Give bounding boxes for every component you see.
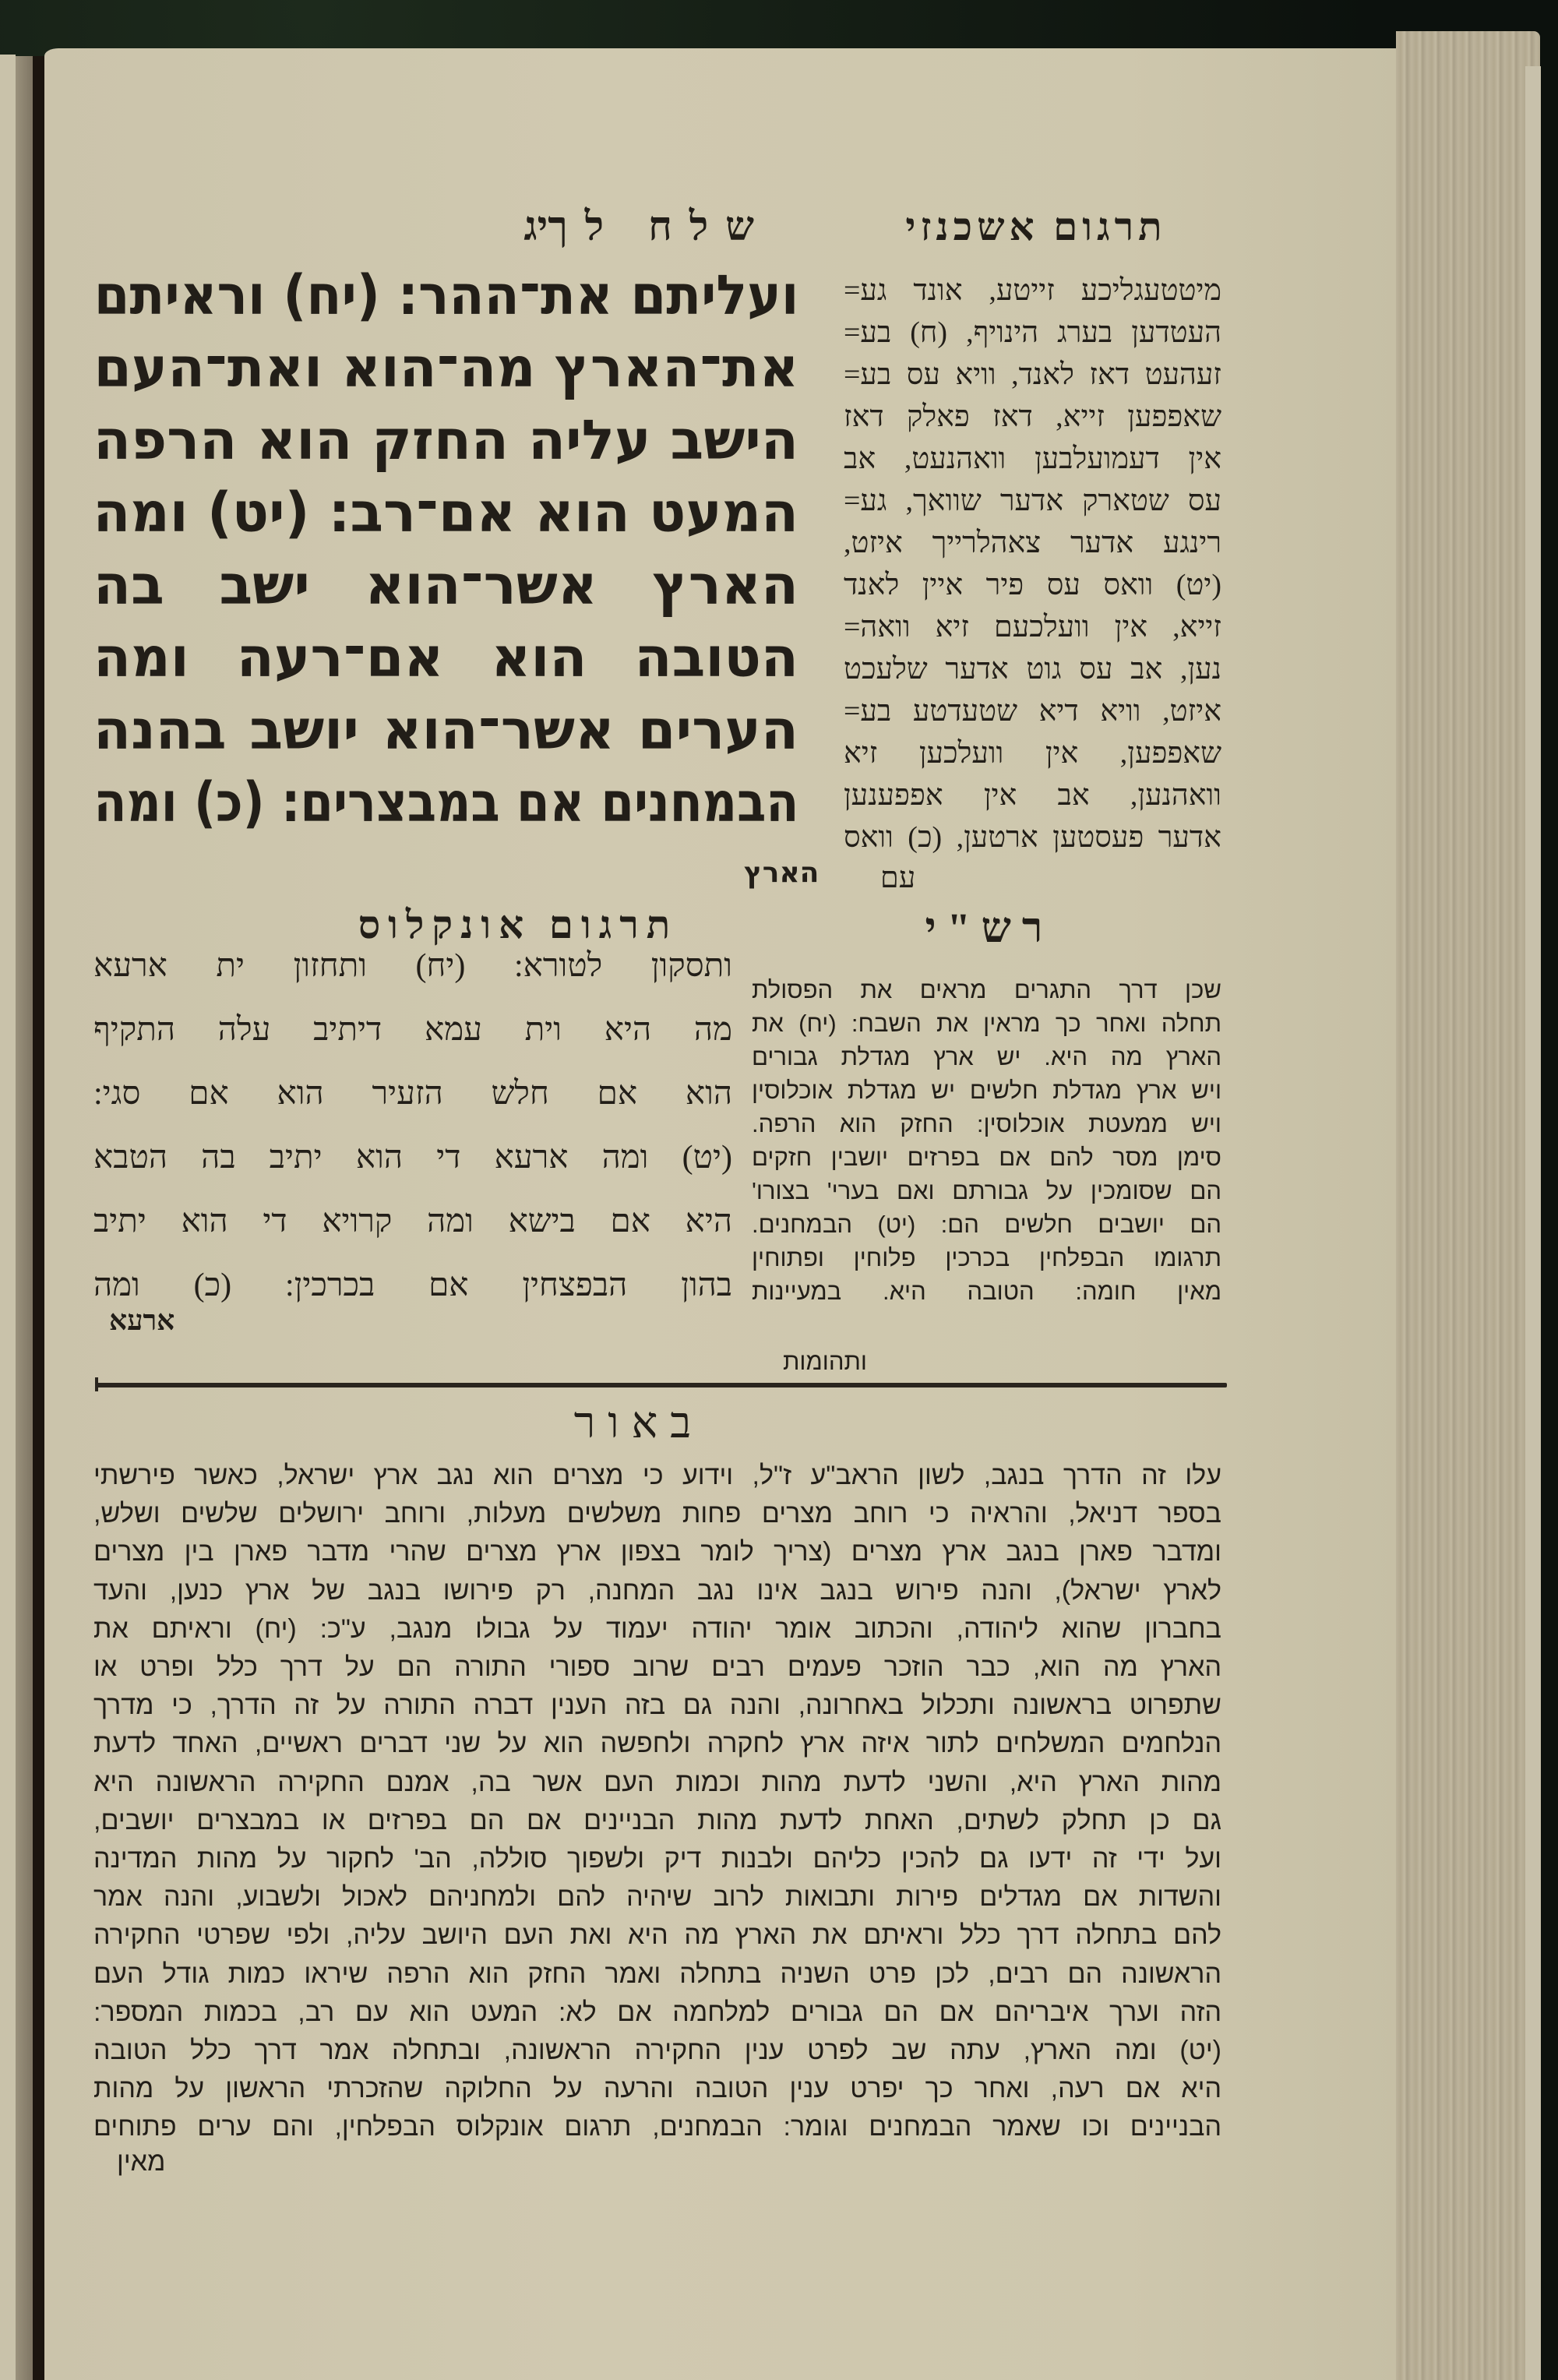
- verse-catchword: הארץ: [744, 857, 820, 889]
- rashi-line: [752, 1275, 1221, 1308]
- line-text: את־הארץ מה־הוא ואת־העם: [93, 336, 798, 400]
- line-text: ויש ארץ מגדלת חלשים יש מגדלת אוכלוסין: [752, 1077, 1221, 1104]
- line-text: סימן מסר להם אם בפרזים יושבין חזקים: [752, 1144, 1221, 1171]
- book-outer-edge: [1525, 66, 1541, 2380]
- line-text: לארץ ישראל), והנה פירוש בנגב אינו נגב המחנה, רק פירושו בנגב של ארץ כנען, והעד: [93, 1575, 1221, 1606]
- line-text: רינגע אדער צאהלרייך איזט,: [844, 527, 1221, 559]
- targum-ashkenazi-line: [844, 816, 1221, 859]
- rashi-line: [752, 1107, 1221, 1141]
- torah-verse-column: [93, 259, 798, 839]
- line-text: ועליתם את־ההר: (יח) וראיתם: [93, 263, 798, 327]
- biur-commentary: [93, 1457, 1221, 2147]
- line-text: מאין חומה: הטובה היא. במעיינות: [752, 1278, 1221, 1305]
- verse-line: [93, 259, 798, 332]
- line-text: שאפפען, אין וועלכען זיא: [844, 737, 1221, 770]
- verse-line: [93, 477, 798, 549]
- targum-onkelos-line: [93, 1253, 732, 1317]
- rashi-line: [752, 1141, 1221, 1174]
- line-text: הוא אם חלש הזעיר הוא אם סגי:: [93, 1076, 732, 1112]
- verse-line: [93, 404, 798, 477]
- line-text: היא אם בישא ומה קרויא די הוא יתיב: [93, 1204, 732, 1239]
- section-divider-rule: [95, 1383, 1227, 1387]
- biur-line: [93, 1878, 1221, 1916]
- verse-line: [93, 767, 798, 839]
- line-text: הבמחנים אם במבצרים: (כ) ומה: [93, 770, 798, 834]
- targum-ashkenazi-line: [844, 606, 1221, 648]
- targum-ashkenazi-line: [844, 564, 1221, 606]
- line-text: בספר דניאל, והראיה כי רוחב מצרים פחות משלשים מעלות, ורוחב ירושלים שלשים ושלש,: [93, 1499, 1221, 1529]
- biur-line: [93, 2070, 1221, 2108]
- biur-line: [93, 1916, 1221, 1955]
- verse-line: [93, 332, 798, 404]
- line-text: זעהעט דאז לאנד, וויא עס בע=: [844, 358, 1221, 391]
- gutter-shadow: [33, 56, 44, 2380]
- verse-line: [93, 622, 798, 694]
- line-text: אדער פעסטען ארטען, (כ) וואס: [844, 821, 1221, 854]
- rashi-column: [752, 973, 1221, 1308]
- targum-onkelos-line: [93, 1062, 732, 1126]
- line-text: בהון הבפצחין אם בכרכין: (כ) ומה: [93, 1268, 732, 1303]
- targum-ashkenazi-line: [844, 312, 1221, 354]
- rashi-title: רש"י: [925, 904, 1054, 951]
- line-text: מיטטעגליכע זייטע, אונד גע=: [844, 274, 1221, 307]
- line-text: תרגומו הבפלחין בכרכין פלוחין ופתוחין: [752, 1244, 1221, 1271]
- targum-ashkenazi-column: [844, 270, 1221, 859]
- line-text: הישב עליה החזק הוא הרפה: [93, 408, 798, 472]
- line-text: הזה וערך איבריהם אם הם גבורים למלחמה אם לא: המעט הוא עם רב, בכמות המספר:: [93, 1997, 1221, 2027]
- rashi-line: [752, 1174, 1221, 1208]
- targum-ashkenazi-line: [844, 396, 1221, 438]
- targum-ashkenazi-line: [844, 522, 1221, 564]
- line-text: מהות הארץ היא, והשני לדעת מהות וכמות העם אשר בה, אמנם החקירה הראשונה היא: [93, 1767, 1221, 1797]
- line-text: הם יושבים חלשים הם: (יט) הבמחנים.: [752, 1211, 1221, 1238]
- line-text: היא אם רעה, ואחר כך יפרט ענין הטובה והרעה על החלוקה שהזכרתי הראשון על מהות: [93, 2074, 1221, 2104]
- rashi-catchword: ותהומות: [783, 1348, 867, 1375]
- biur-line: [93, 1533, 1221, 1571]
- biur-line: [93, 1610, 1221, 1648]
- book-page-edges: [1396, 31, 1540, 2380]
- line-text: הם שסומכין על גבורתם ואם בערי' בצורו': [752, 1177, 1221, 1204]
- targum-ashkenazi-line: [844, 270, 1221, 312]
- line-text: העטדען בערג הינויף, (ח) בע=: [844, 316, 1221, 349]
- rashi-line: [752, 1007, 1221, 1040]
- targum-ashkenazi-line: [844, 690, 1221, 732]
- rashi-line: [752, 1241, 1221, 1275]
- targum-ashkenazi-title: תרגום אשכנזי: [905, 205, 1167, 249]
- line-text: (יט) ומה ארעא די הוא יתיב בה הטבא: [93, 1140, 732, 1176]
- biur-line: [93, 1955, 1221, 1994]
- rashi-line: [752, 1074, 1221, 1107]
- running-head: [523, 204, 771, 250]
- rashi-line: [752, 1040, 1221, 1074]
- line-text: בחברון שהוא ליהודה, והכתוב אומר יהודה יעמוד על גבולו מנגב, ע"כ: (יח) וראיתם את: [93, 1613, 1221, 1644]
- verse-line: [93, 694, 798, 767]
- biur-line: [93, 2108, 1221, 2146]
- line-text: נען, אב עס גוט אדער שלעכט: [844, 653, 1221, 686]
- biur-title: באור: [573, 1399, 704, 1447]
- line-text: הטובה הוא אם־רעה ומה: [93, 626, 798, 689]
- line-text: (יט) וואס עס פיר איין לאנד: [844, 569, 1221, 601]
- line-text: ומדבר פארן בנגב ארץ מצרים (צריך לומר בצפון ארץ מצרים שהרי מדבר פארן בין מצרים: [93, 1537, 1221, 1567]
- targum-ashkenazi-line: [844, 732, 1221, 774]
- line-text: ועל ידי זה ידעו גם להכין כליהם ולבנות דיק ולשפוך סוללה, הב' לחקור על מהות המדינה: [93, 1844, 1221, 1874]
- rashi-line: [752, 1208, 1221, 1241]
- line-text: המעט הוא אם־רב: (יט) ומה: [93, 481, 798, 545]
- biur-line: [93, 2032, 1221, 2070]
- biur-line: [93, 1764, 1221, 1802]
- line-text: שתפרוט בראשונה ותכלול באחרונה, והנה גם בזה הענין דברה התורה על זה הדרך, כי מדרך: [93, 1691, 1221, 1721]
- targum-onkelos-line: [93, 998, 732, 1062]
- biur-line: [93, 1648, 1221, 1687]
- line-text: והשדות אם מגדלים פירות ותבואות לרוב שיהיה להם ולמחניהם לאכול ולשבוע, והנה אמר: [93, 1882, 1221, 1913]
- page-number: יג: [523, 205, 548, 249]
- line-text: אין דעמועלבען וואהנעט, אב: [844, 443, 1221, 475]
- biur-line: [93, 1994, 1221, 2032]
- biur-line: [93, 1457, 1221, 1495]
- parasha-name: שלח לך: [548, 205, 771, 249]
- line-text: להם בתחלה דרך כלל וראיתם את הארץ מה היא ואת העם היושב עליה, ולפי שפרטי החקירה: [93, 1920, 1221, 1951]
- line-text: שכן דרך התגרים מראים את הפסולת: [752, 976, 1221, 1003]
- line-text: תחלה ואחר כך מראין את השבח: (יח) את: [752, 1010, 1221, 1037]
- line-text: הארץ מה הוא, כבר הוזכר פעמים רבים שרוב ספורי התורה הם על דרך כלל ופרט או: [93, 1652, 1221, 1683]
- line-text: וואהנען, אב אין אפפענען: [844, 779, 1221, 812]
- line-text: איזט, וויא דיא שטעדטע בע=: [844, 695, 1221, 728]
- targum-onkelos-line: [93, 1190, 732, 1253]
- verse-line: [93, 549, 798, 622]
- biur-line: [93, 1572, 1221, 1610]
- biur-line: [93, 1687, 1221, 1725]
- targum-ashkenazi-line: [844, 648, 1221, 690]
- targum-ashkenazi-line: [844, 354, 1221, 396]
- facing-page-edge: [0, 55, 16, 2380]
- targum-ashkenazi-line: [844, 480, 1221, 522]
- targum-ashkenazi-line: [844, 774, 1221, 816]
- line-text: (יט) ומה הארץ, עתה שב לפרט ענין החקירה הראשונה, ובתחלה אמר דרך כלל הטובה: [93, 2036, 1221, 2066]
- rashi-line: [752, 973, 1221, 1007]
- biur-line: [93, 1802, 1221, 1840]
- targum-ashkenazi-line: [844, 438, 1221, 480]
- targum-onkelos-line: [93, 934, 732, 998]
- biur-line: [93, 1725, 1221, 1763]
- line-text: הארץ מה היא. יש ארץ מגדלת גבורים: [752, 1043, 1221, 1070]
- targum-onkelos-column: [93, 934, 732, 1317]
- targum-onkelos-title: תרגום אונקלוס: [358, 903, 679, 947]
- biur-line: [93, 1840, 1221, 1878]
- targum-ashkenazi-catchword: עם: [880, 862, 916, 894]
- line-text: גם כן תחלק לשתים, האחת לדעת מהות הבניינים אם הם בפרזים או במבצרים יושבים,: [93, 1805, 1221, 1835]
- gutter-fold: [16, 56, 33, 2380]
- targum-onkelos-catchword: ארעא: [109, 1305, 175, 1336]
- line-text: שאפפען זייא, דאז פאלק דאז: [844, 400, 1221, 433]
- line-text: הראשונה הם רבים, לכן פרט השניה בתחלה ואמר החזק הוא הרפה שיראו כמות גודל העם: [93, 1959, 1221, 1989]
- line-text: ותסקון לטורא: (יח) ותחזון ית ארעא: [93, 948, 732, 984]
- biur-line: [93, 1495, 1221, 1533]
- line-text: זייא, אין וועלכעם זיא וואה=: [844, 611, 1221, 643]
- line-text: הבניינים וכו שאמר הבמחנים וגומר: הבמחנים, תרגום אונקלוס הבפלחין, והם ערים פתוחים: [93, 2112, 1221, 2142]
- biur-catchword: מאין: [117, 2147, 166, 2177]
- section-divider-tick: [95, 1377, 98, 1391]
- line-text: עלו זה הדרך בנגב, לשון הראב"ע ז"ל, וידוע כי מצרים הוא נגב ארץ ישראל, כאשר פירשתי: [93, 1461, 1221, 1490]
- line-text: הנלחמים המשלחים לתור איזה ארץ לחקרה ולחפשה הוא על שני דברים ראשיים, האחד לדעת: [93, 1729, 1221, 1759]
- line-text: הערים אשר־הוא יושב בהנה: [93, 698, 798, 762]
- line-text: עס שטארק אדער שוואך, גע=: [844, 485, 1221, 517]
- line-text: מה היא וית עמא דיתיב עלה התקיף: [93, 1012, 732, 1048]
- targum-onkelos-line: [93, 1126, 732, 1190]
- line-text: ויש ממעטת אוכלוסין: החזק הוא הרפה.: [752, 1110, 1221, 1137]
- line-text: הארץ אשר־הוא ישב בה: [93, 553, 798, 617]
